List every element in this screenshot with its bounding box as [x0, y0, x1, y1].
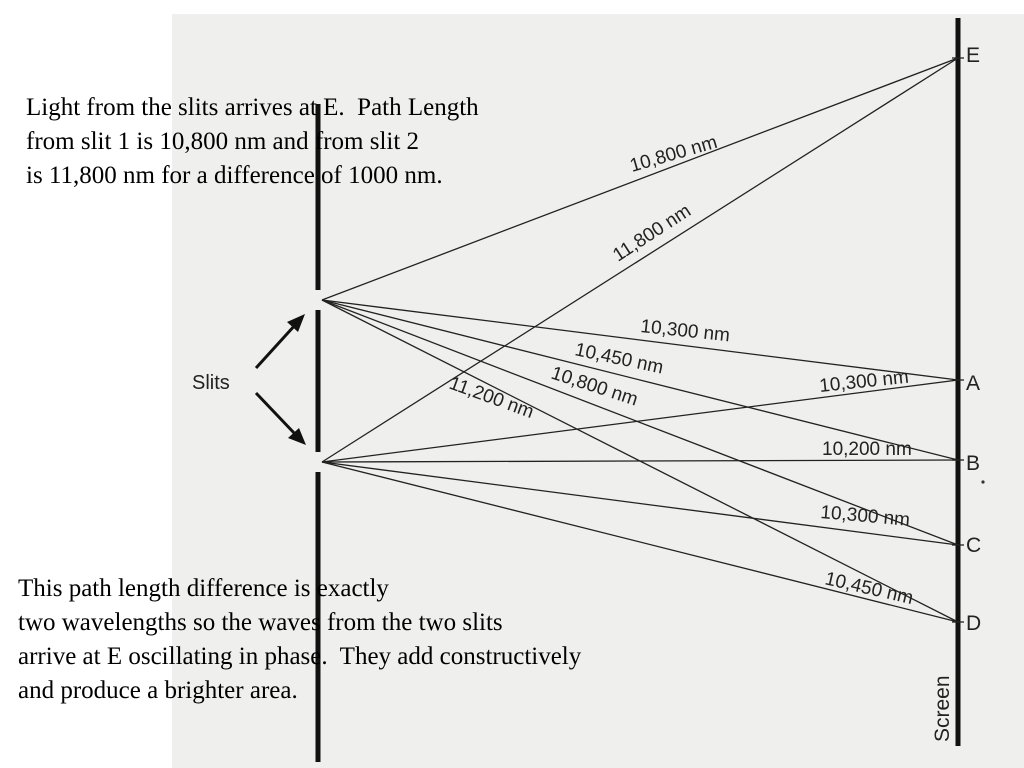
arrow-to-slit1 — [256, 324, 296, 368]
point-label-B: B — [966, 452, 981, 475]
slits-label: Slits — [192, 372, 230, 394]
point-label-C: C — [966, 534, 982, 557]
path-label-slit1-E: 10,800 nm — [627, 131, 720, 177]
path-label-slit2-E: 11,800 nm — [609, 200, 695, 267]
path-label-slit2-B: 10,200 nm — [822, 439, 912, 460]
screen-label: Screen — [931, 675, 954, 742]
arrow-to-slit2 — [256, 393, 296, 435]
path-label-slit2-D: 10,450 nm — [822, 568, 916, 610]
path-label-slit2-C: 10,300 nm — [819, 502, 911, 531]
caption-bottom: This path length difference is exactly two wavelengths so the waves from the two slits arrive at E oscillating in phase. They add constructively and produce a brighter area. — [18, 575, 582, 704]
dot-below-B — [981, 480, 984, 483]
caption-top: Light from the slits arrives at E. Path Length from slit 1 is 10,800 nm and from slit 2 is 11,800 nm for a difference of 1000 nm. — [26, 94, 479, 189]
path-label-slit1-C: 10,800 nm — [548, 362, 641, 411]
point-label-D: D — [966, 612, 982, 635]
point-label-E: E — [966, 44, 981, 67]
point-label-A: A — [966, 372, 981, 395]
path-label-slit1-B: 10,450 nm — [572, 339, 666, 379]
path-label-slit2-A: 11,200 nm — [446, 372, 537, 423]
path-slit2-to-C — [322, 462, 958, 545]
path-label-slit1-A: 10,300 nm — [639, 316, 731, 347]
path-label-slit2-A-screen: 10,300 nm — [818, 366, 910, 397]
